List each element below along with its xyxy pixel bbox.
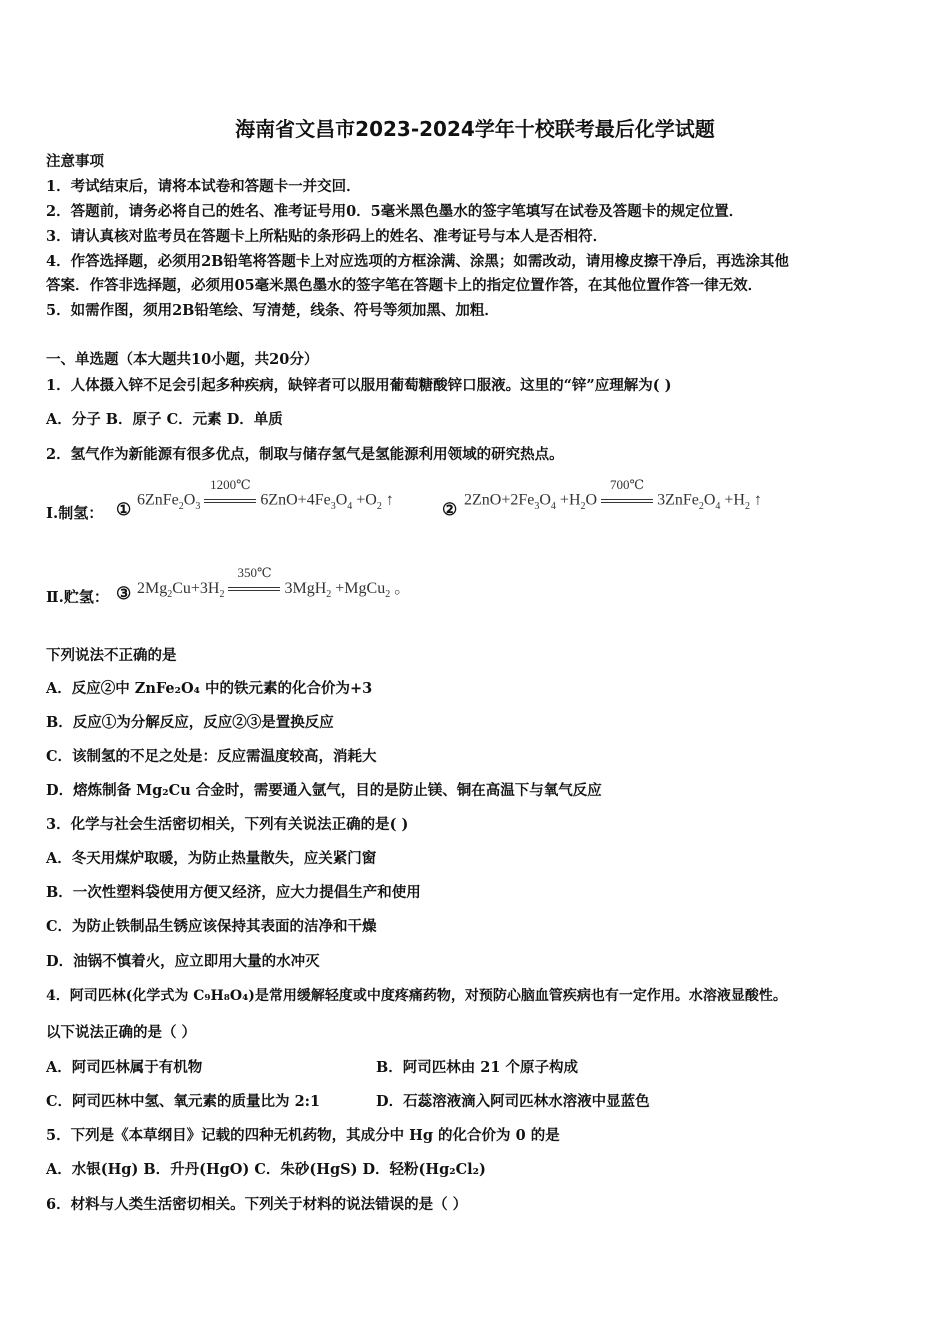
q5-stem: 5．下列是《本草纲目》记载的四种无机药物，其成分中 Hg 的化合价为 0 的是 — [46, 1127, 560, 1144]
equation-1-condition: 1200℃ — [204, 491, 256, 511]
q1-stem: 1．人体摄入锌不足会引起多种疾病，缺锌者可以服用葡萄糖酸锌口服液。这里的“锌”应理解为( ) — [46, 377, 672, 394]
q6-stem: 6．材料与人类生活密切相关。下列关于材料的说法错误的是（ ） — [46, 1196, 468, 1213]
q4-option-d: D．石蕊溶液滴入阿司匹林水溶液中显蓝色 — [376, 1093, 650, 1110]
q3-option-a: A．冬天用煤炉取暖，为防止热量散失，应关紧门窗 — [46, 850, 377, 867]
q1-options: A．分子 B．原子 C．元素 D．单质 — [46, 411, 283, 428]
equation-2: $2ZnO+2Fe_3O_4 +H_2O$ 700℃ $3ZnFe_2O_4 +H_2$ ↑ — [464, 477, 762, 512]
q4-prompt: 以下说法正确的是（ ） — [46, 1024, 197, 1041]
q2-label-preparation: Ⅰ.制氢： — [46, 504, 104, 522]
q2-prompt: 下列说法不正确的是 — [46, 647, 177, 664]
note-item: 3．请认真核对监考员在答题卡上所粘贴的条形码上的姓名、准考证号与本人是否相符． — [46, 228, 608, 245]
q2-label-storage: Ⅱ.贮氢： — [46, 588, 109, 606]
q3-stem: 3．化学与社会生活密切相关，下列有关说法正确的是( ) — [46, 816, 409, 833]
note-item: 2．答题前，请务必将自己的姓名、准考证号用0．5毫米黑色墨水的签字笔填写在试卷及答题卡的规定位置． — [46, 203, 744, 220]
equation-2-condition: 700℃ — [601, 491, 653, 511]
q2-stem: 2．氢气作为新能源有很多优点，制取与储存氢气是氢能源利用领域的研究热点。 — [46, 446, 564, 463]
q4-option-a: A．阿司匹林属于有机物 — [46, 1059, 203, 1076]
equation-3-condition: 350℃ — [228, 579, 280, 599]
note-item: 1．考试结束后，请将本试卷和答题卡一并交回． — [46, 178, 361, 195]
q4-option-b: B．阿司匹林由 21 个原子构成 — [376, 1059, 579, 1076]
page-title: 海南省文昌市2023-2024学年十校联考最后化学试题 — [235, 117, 715, 141]
circle-1: ① — [116, 500, 132, 520]
q3-option-c: C．为防止铁制品生锈应该保持其表面的洁净和干燥 — [46, 918, 377, 935]
note-item: 答案．作答非选择题，必须用05毫米黑色墨水的签字笔在答题卡上的指定位置作答，在其他位置作答一律无效． — [46, 277, 763, 294]
q5-options: A．水银(Hg) B．升丹(HgO) C．朱砂(HgS) D．轻粉(Hg₂Cl₂) — [46, 1161, 486, 1178]
q2-option-a: A．反应②中 ZnFe₂O₄ 中的铁元素的化合价为+3 — [46, 680, 373, 697]
q2-option-d: D．熔炼制备 Mg₂Cu 合金时，需要通入氩气，目的是防止镁、铜在高温下与氧气反应 — [46, 782, 602, 799]
q4-stem: 4．阿司匹林(化学式为 C₉H₈O₄)是常用缓解轻度或中度疼痛药物，对预防心脑血管疾病也有一定作用。水溶液显酸性。 — [46, 988, 787, 1004]
q4-option-c: C．阿司匹林中氢、氧元素的质量比为 2:1 — [46, 1093, 321, 1110]
note-item: 4．作答选择题，必须用2B铅笔将答题卡上对应选项的方框涂满、涂黑；如需改动，请用橡皮擦干净后，再选涂其他 — [46, 253, 789, 270]
equation-3: $2Mg_2Cu+3H_2$ 350℃ 3MgH$_2$ +MgCu$_2$ 。 — [137, 565, 411, 601]
circle-3: ③ — [116, 584, 132, 604]
q3-option-d: D．油锅不慎着火，应立即用大量的水冲灭 — [46, 953, 320, 970]
notes-heading: 注意事项 — [46, 153, 104, 170]
q2-option-c: C．该制氢的不足之处是：反应需温度较高，消耗大 — [46, 748, 377, 765]
note-item: 5．如需作图，须用2B铅笔绘、写清楚，线条、符号等须加黑、加粗． — [46, 302, 499, 319]
circle-2: ② — [442, 500, 458, 520]
q2-option-b: B．反应①为分解反应，反应②③是置换反应 — [46, 714, 334, 731]
equation-1: $6ZnFe_2O_3$ 1200℃ $6ZnO+4Fe_3O_4 +O_2$ ↑ — [137, 477, 394, 512]
q3-option-b: B．一次性塑料袋使用方便又经济，应大力提倡生产和使用 — [46, 884, 421, 901]
section-heading: 一、单选题（本大题共10小题，共20分） — [46, 351, 319, 368]
